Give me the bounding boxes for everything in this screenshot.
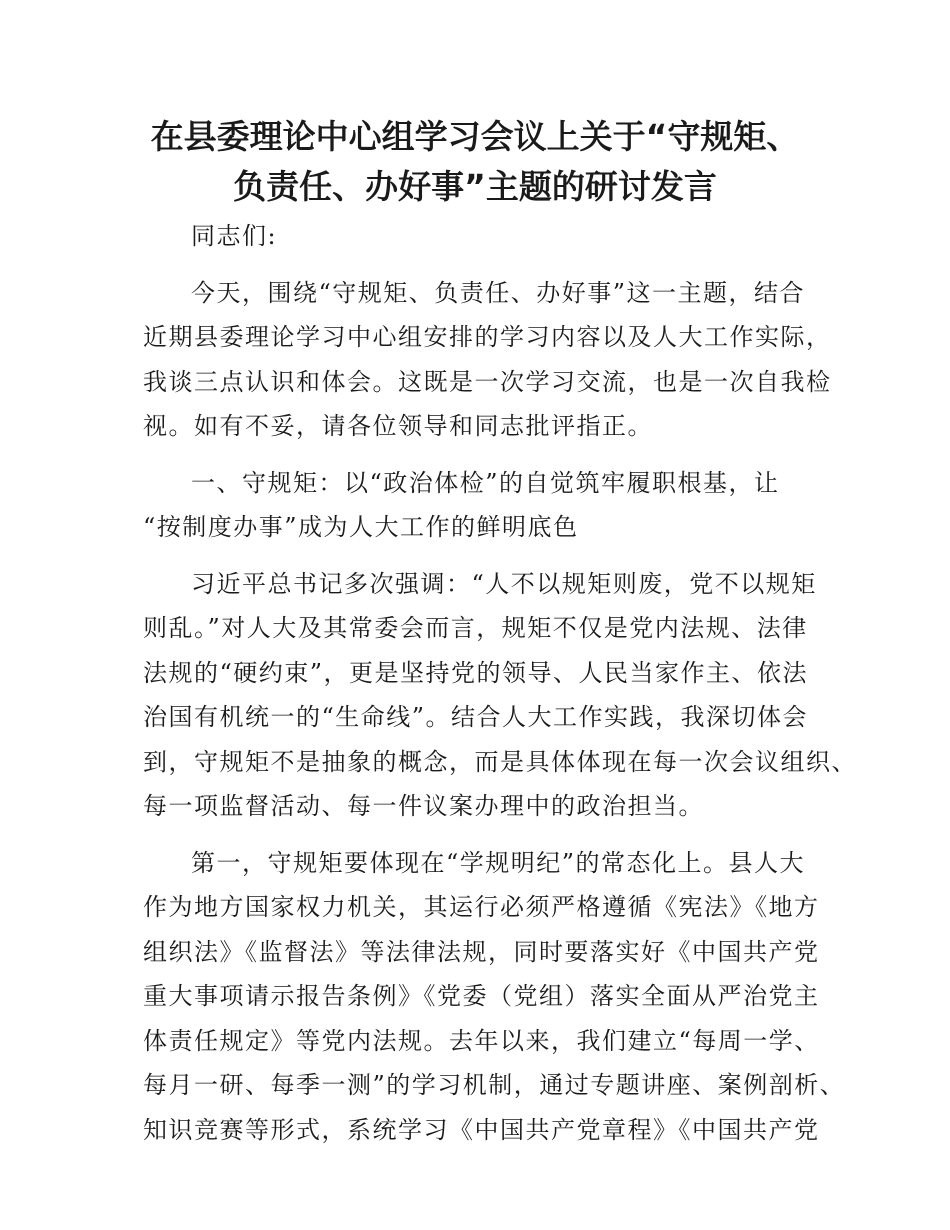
text-line: 每一项监督活动、每一件议案办理中的政治担当。 [143,792,704,820]
text-line: 组织法》《监督法》等法律法规，同时要落实好《中国共产党 [143,937,820,966]
text-line: 作为地方国家权力机关，其运行必须严格遵循《宪法》《地方 [143,893,820,921]
text-line: 知识竞赛等形式，系统学习《中国共产党章程》《中国共产党 [143,1115,820,1144]
text-line: 重大事项请示报告条例》《党委（党组）落实全面从严治党主 [143,982,820,1010]
text-line: 视。如有不妥，请各位领导和同志批评指正。 [143,412,653,440]
text-line: “按制度办事”成为人大工作的鲜明底色 [143,513,579,541]
text-line: 每月一研、每季一测”的学习机制，通过专题讲座、案例剖析、 [143,1071,846,1099]
text-line: 同志们: [191,222,278,250]
intro-paragraph [143,271,833,449]
text-line: 则乱。”对人大及其常委会而言，规矩不仅是党内法规、法律 [143,614,808,642]
text-line: 今天，围绕“守规矩、负责任、办好事”这一主题，结合 [191,278,806,307]
body-paragraph [143,562,857,829]
document-title [100,112,850,212]
text-line: 习近平总书记多次强调：“人不以规矩则废，党不以规矩 [191,569,817,598]
text-line: 近期县委理论学习中心组安排的学习内容以及人大工作实际， [143,323,832,351]
salutation [143,214,833,259]
text-line: 到，守规矩不是抽象的概念，而是具体体现在每一次会议组织、 [143,747,857,776]
title-line: 负责任、办好事”主题的研讨发言 [233,167,717,206]
section-heading [143,461,833,550]
body-paragraph [143,841,846,1153]
text-line: 体责任规定》等党内法规。去年以来，我们建立“每周一学、 [143,1026,820,1055]
text-line: 治国有机统一的“生命线”。结合人大工作实践，我深切体会 [143,703,809,731]
text-line: 一、守规矩：以“政治体检”的自觉筑牢履职根基，让 [191,468,780,497]
title-line: 在县委理论中心组学习会议上关于“守规矩、 [150,117,800,156]
text-line: 第一，守规矩要体现在“学规明纪”的常态化上。县人大 [191,848,806,877]
text-line: 法规的“硬约束”，更是坚持党的领导、人民当家作主、依法 [143,658,809,687]
text-line: 我谈三点认识和体会。这既是一次学习交流，也是一次自我检 [143,367,832,396]
document-body [143,214,857,1164]
